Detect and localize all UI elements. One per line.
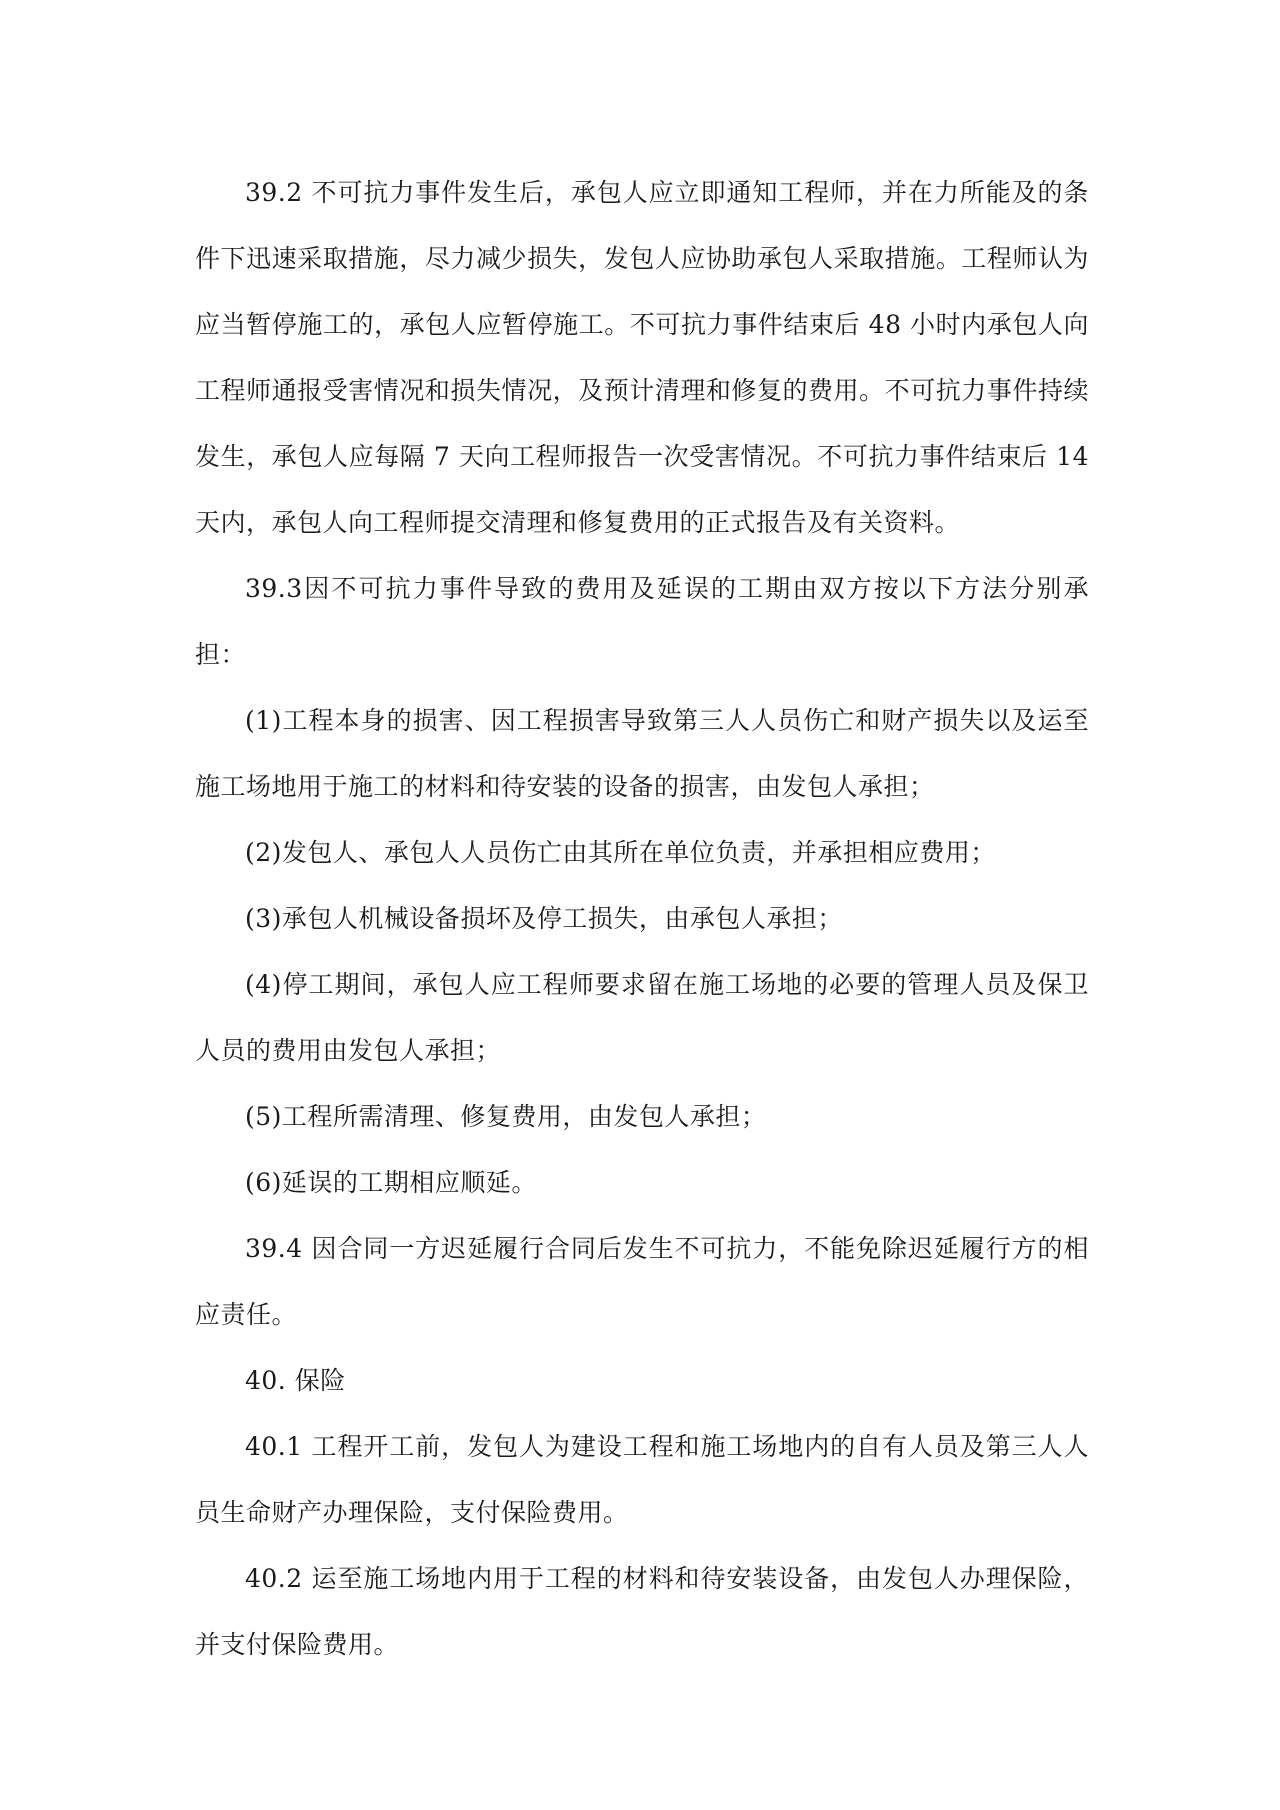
list-item-39-3-5: (5)工程所需清理、修复费用，由发包人承担；	[245, 1102, 767, 1131]
paragraph-39-2: 39.2 不可抗力事件发生后，承包人应立即通知工程师，并在力所能及的条件下迅速采取措施，尽力减少损失，发包人应协助承包人采取措施。工程师认为应当暂停施工的，承包人应暂停施工。不可抗力事件结束后 48 小时内承包人向工程师通报受害情况和损失情况，及预计清理和修复的费用。不可抗力事件持续发生，承包人应每隔 7 天向工程师报告一次受害情况。不可抗力事件结束后 14 天内，承包人向工程师提交清理和修复费用的正式报告及有关资料。	[195, 178, 1089, 537]
list-item-39-3-3: (3)承包人机械设备损坏及停工损失，由承包人承担；	[245, 904, 843, 933]
list-item-39-3-6: (6)延误的工期相应顺延。	[245, 1168, 537, 1197]
paragraph-39-3: 39.3因不可抗力事件导致的费用及延误的工期由双方按以下方法分别承担：	[195, 574, 1089, 669]
list-item-39-3-1: (1)工程本身的损害、因工程损害导致第三人人员伤亡和财产损失以及运至施工场地用于施工的材料和待安装的设备的损害，由发包人承担；	[195, 706, 1089, 801]
list-item-39-3-4: (4)停工期间，承包人应工程师要求留在施工场地的必要的管理人员及保卫人员的费用由发包人承担；	[195, 970, 1089, 1065]
document-body	[195, 160, 1089, 1678]
paragraph-40-2: 40.2 运至施工场地内用于工程的材料和待安装设备，由发包人办理保险，并支付保险费用。	[195, 1564, 1089, 1659]
paragraph-39-4: 39.4 因合同一方迟延履行合同后发生不可抗力，不能免除迟延履行方的相应责任。	[195, 1234, 1089, 1329]
section-heading-40: 40. 保险	[245, 1366, 346, 1395]
list-item-39-3-2: (2)发包人、承包人人员伤亡由其所在单位负责，并承担相应费用；	[245, 838, 996, 867]
paragraph-40-1: 40.1 工程开工前，发包人为建设工程和施工场地内的自有人员及第三人人员生命财产办理保险，支付保险费用。	[195, 1432, 1089, 1527]
